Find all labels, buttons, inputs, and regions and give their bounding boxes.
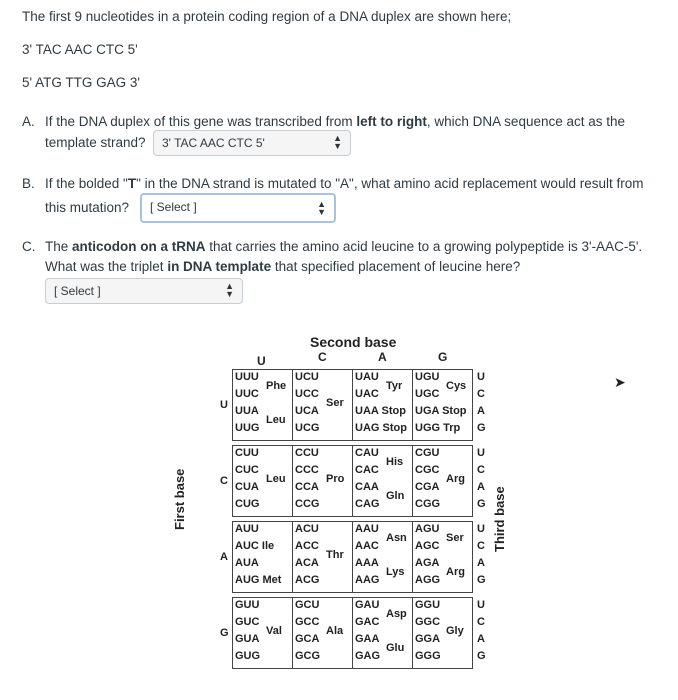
second-base-G: G xyxy=(438,350,448,364)
codon: UUG xyxy=(235,422,260,434)
third-base-G: G xyxy=(477,650,486,662)
question-a-text-line2: template strand? xyxy=(45,135,146,150)
amino-acid-label: Val xyxy=(266,624,282,637)
codon: AGC xyxy=(415,540,440,552)
codon: GGU xyxy=(415,599,441,611)
third-base-U: U xyxy=(477,523,485,535)
codon: GUC xyxy=(235,616,260,628)
amino-acid-label: Leu xyxy=(266,413,286,426)
first-base-title: First base xyxy=(172,468,187,530)
amino-acid-label: Ser xyxy=(326,396,344,409)
codon: UAA Stop xyxy=(355,405,406,417)
codon: AUA xyxy=(235,557,259,569)
codon: AAA xyxy=(355,557,379,569)
codon: CUG xyxy=(235,498,260,510)
codon: CCG xyxy=(295,498,320,510)
codon: ACA xyxy=(295,557,319,569)
amino-acid-label: Arg xyxy=(446,472,465,485)
third-base-U: U xyxy=(477,599,485,611)
third-base-C: C xyxy=(477,388,485,400)
codon: GAG xyxy=(355,650,381,662)
codon: UGA Stop xyxy=(415,405,467,417)
third-base-U: U xyxy=(477,447,485,459)
question-a-text: If the DNA duplex of this gene was transcribed from left to right, which DNA sequence act as the xyxy=(45,114,626,129)
codon: CGC xyxy=(415,464,440,476)
codon: GUG xyxy=(235,650,261,662)
codon: UGG Trp xyxy=(415,422,461,434)
amino-acid-label: Cys xyxy=(446,379,467,392)
amino-acid-label: Asp xyxy=(386,607,407,620)
codon: UGU xyxy=(415,371,440,383)
codon: UCC xyxy=(295,388,319,400)
mouse-cursor-icon: ➤ xyxy=(614,374,626,390)
codon: GAC xyxy=(355,616,380,628)
codon: AAC xyxy=(355,540,379,552)
codon: GGC xyxy=(415,616,441,628)
codon: AUC Ile xyxy=(235,540,275,552)
question-c-text: The anticodon on a tRNA that carries the amino acid leucine to a growing polypeptide is 3'-AAC-5'. xyxy=(45,239,643,254)
codon: UCU xyxy=(295,371,319,383)
codon: AAG xyxy=(355,574,380,586)
codon: UAG Stop xyxy=(355,422,407,434)
question-a-label: A. xyxy=(22,114,35,129)
first-base-A: A xyxy=(220,551,228,563)
codon: AGA xyxy=(415,557,440,569)
dna-strand-top: 3' TAC AAC CTC 5' xyxy=(22,42,138,57)
codon: GGA xyxy=(415,633,441,645)
second-base-C: C xyxy=(318,350,327,364)
codon: CCU xyxy=(295,447,319,459)
question-c-text-line2: What was the triplet in DNA template that specified placement of leucine here? xyxy=(45,259,521,274)
updown-arrow-icon: ▲ ▼ xyxy=(317,199,326,217)
second-base-title: Second base xyxy=(310,334,397,350)
amino-acid-label: Phe xyxy=(266,379,287,392)
amino-acid-label: His xyxy=(386,455,404,468)
codon: GUA xyxy=(235,633,260,645)
codon: CAU xyxy=(355,447,379,459)
codon: CUA xyxy=(235,481,259,493)
codon: CAA xyxy=(355,481,379,493)
third-base-A: A xyxy=(477,633,485,645)
amino-acid-label: Asn xyxy=(386,531,407,544)
third-base-A: A xyxy=(477,405,485,417)
codon: CGU xyxy=(415,447,440,459)
first-base-U: U xyxy=(220,399,228,411)
codon: CAC xyxy=(355,464,379,476)
amino-acid-label: Glu xyxy=(386,641,405,654)
third-base-A: A xyxy=(477,557,485,569)
codon: GCA xyxy=(295,633,320,645)
codon: CGG xyxy=(415,498,441,510)
third-base-A: A xyxy=(477,481,485,493)
third-base-G: G xyxy=(477,498,486,510)
third-base-G: G xyxy=(477,422,486,434)
codon: CCA xyxy=(295,481,319,493)
third-base-G: G xyxy=(477,574,486,586)
first-base-C: C xyxy=(220,475,228,487)
codon: GCC xyxy=(295,616,320,628)
dna-strand-bottom: 5' ATG TTG GAG 3' xyxy=(22,75,140,90)
amino-acid-label: Pro xyxy=(326,472,345,485)
amino-acid-label: Tyr xyxy=(386,379,403,392)
codon: GCG xyxy=(295,650,321,662)
select-value: [ Select ] xyxy=(54,284,101,298)
first-base-G: G xyxy=(220,627,229,639)
codon: GAA xyxy=(355,633,380,645)
codon: CUU xyxy=(235,447,259,459)
codon: ACC xyxy=(295,540,319,552)
codon: UUC xyxy=(235,388,259,400)
third-base-C: C xyxy=(477,616,485,628)
amino-acid-label: Arg xyxy=(446,565,465,578)
amino-acid-label: Leu xyxy=(266,472,286,485)
codon: AAU xyxy=(355,523,379,535)
second-base-A: A xyxy=(378,350,387,364)
question-b-text: If the bolded "T" in the DNA strand is mutated to "A", what amino acid replacement would result from xyxy=(45,176,644,191)
third-base-C: C xyxy=(477,464,485,476)
codon: UAC xyxy=(355,388,379,400)
amino-acid-label: Ser xyxy=(446,531,464,544)
codon: CUC xyxy=(235,464,259,476)
third-base-U: U xyxy=(477,371,485,383)
select-value: [ Select ] xyxy=(150,200,197,214)
intro-text: The first 9 nucleotides in a protein coding region of a DNA duplex are shown here; xyxy=(22,9,512,24)
codon: CGA xyxy=(415,481,440,493)
select-value: 3' TAC AAC CTC 5' xyxy=(162,136,265,150)
question-b-text-line2: this mutation? xyxy=(45,200,130,215)
codon: GAU xyxy=(355,599,380,611)
amino-acid-label: Ala xyxy=(326,624,344,637)
amino-acid-label: Thr xyxy=(326,548,344,561)
amino-acid-label: Gln xyxy=(386,489,405,502)
codon: CCC xyxy=(295,464,319,476)
updown-arrow-icon: ▲ ▼ xyxy=(225,281,234,299)
codon: UUA xyxy=(235,405,259,417)
question-c-label: C. xyxy=(22,239,36,254)
codon: UAU xyxy=(355,371,379,383)
codon: AUG Met xyxy=(235,574,282,586)
codon: AGG xyxy=(415,574,441,586)
codon: CAG xyxy=(355,498,380,510)
codon: GCU xyxy=(295,599,320,611)
third-base-title: Third base xyxy=(492,486,507,552)
question-b-label: B. xyxy=(22,176,35,191)
amino-acid-label: Lys xyxy=(386,565,405,578)
codon: UCG xyxy=(295,422,320,434)
codon: ACG xyxy=(295,574,320,586)
amino-acid-label: Gly xyxy=(446,624,464,637)
updown-arrow-icon: ▲ ▼ xyxy=(333,133,342,151)
codon: ACU xyxy=(295,523,319,535)
codon: GUU xyxy=(235,599,260,611)
codon: UGC xyxy=(415,388,440,400)
codon: UCA xyxy=(295,405,319,417)
second-base-U: U xyxy=(257,354,266,368)
codon: AUU xyxy=(235,523,259,535)
codon: GGG xyxy=(415,650,441,662)
third-base-C: C xyxy=(477,540,485,552)
codon: UUU xyxy=(235,371,259,383)
codon: AGU xyxy=(415,523,440,535)
